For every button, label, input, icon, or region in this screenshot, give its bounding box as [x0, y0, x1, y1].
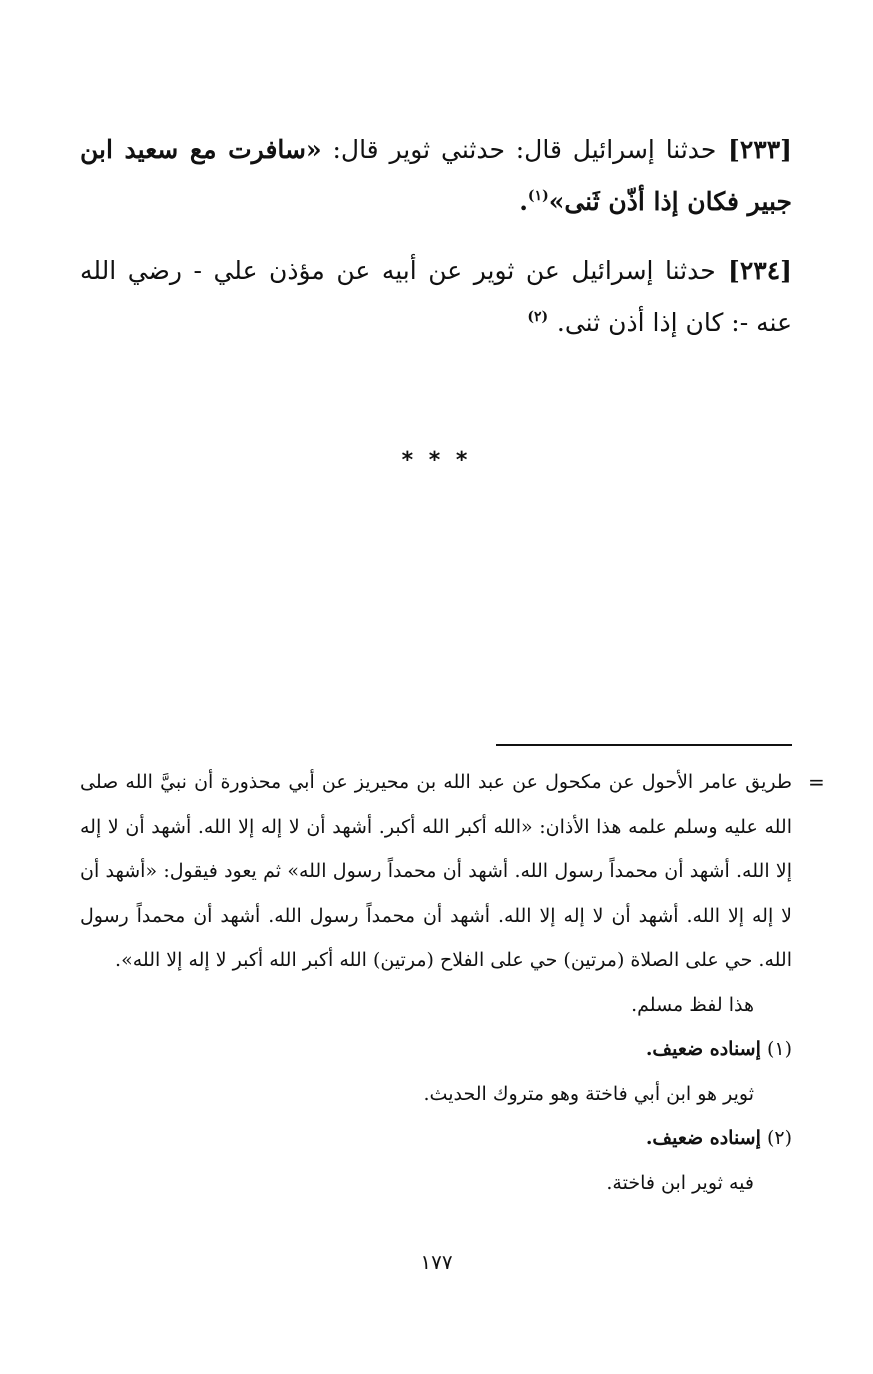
footnote-marker: (٢) [766, 1127, 792, 1149]
footnote-divider [496, 744, 792, 746]
hadith-233 [80, 124, 792, 228]
hadith-number: [٢٣٤] [728, 256, 792, 285]
footnote-marker: (١) [766, 1038, 792, 1060]
footnote-ref: (٢) [527, 309, 549, 325]
footnote-1-detail: ثوير هو ابن أبي فاختة وهو متروك الحديث. [423, 1082, 754, 1105]
hadith-234 [80, 245, 792, 349]
hadith-text: حدثنا إسرائيل عن ثوير عن أبيه عن مؤذن علي - رضي الله عنه -: كان إذا أذن ثنى. [80, 256, 792, 337]
hadith-number: [٢٣٣] [728, 135, 792, 164]
hadith-chain: حدثنا إسرائيل قال: حدثني ثوير قال: [321, 135, 717, 164]
page-number: ١٧٧ [420, 1250, 453, 1274]
hadith-end: . [519, 187, 528, 216]
footnote-1 [80, 1027, 792, 1072]
footnotes-block [80, 760, 792, 1205]
footnote-2 [80, 1116, 792, 1161]
section-separator: * * * [401, 448, 472, 473]
footnote-continued-text: طريق عامر الأحول عن مكحول عن عبد الله بن محيريز عن أبي محذورة أن نبيَّ الله صلى الله عليه وسلم علمه هذا الأذان: «الله أكبر الله أكبر. أشهد أن لا إله إلا الله. أشهد أن لا إله إلا الله. أشهد أن محمداً رسول الله. أشهد أن محمداً رسول الله» ثم يعود فيقول: «أشهد أن لا إله إلا الله. أشهد أن لا إله إلا الله. أشهد أن محمداً رسول الله. أشهد أن محمداً رسول الله. حي على الصلاة (مرتين) حي على الفلاح (مرتين) الله أكبر الله أكبر لا إله إلا الله». [80, 771, 792, 971]
footnote-grade: إسناده ضعيف. [645, 1127, 761, 1149]
footnote-ref: (١) [527, 188, 549, 204]
hadith-quote: «سافرت مع سعيد ابن جبير فكان إذا أذّن ثَنى» [80, 135, 792, 216]
footnote-2-detail: فيه ثوير ابن فاختة. [606, 1171, 754, 1194]
footnote-source-note: هذا لفظ مسلم. [631, 993, 754, 1016]
continuation-mark: = [808, 770, 825, 794]
footnote-grade: إسناده ضعيف. [645, 1038, 761, 1060]
